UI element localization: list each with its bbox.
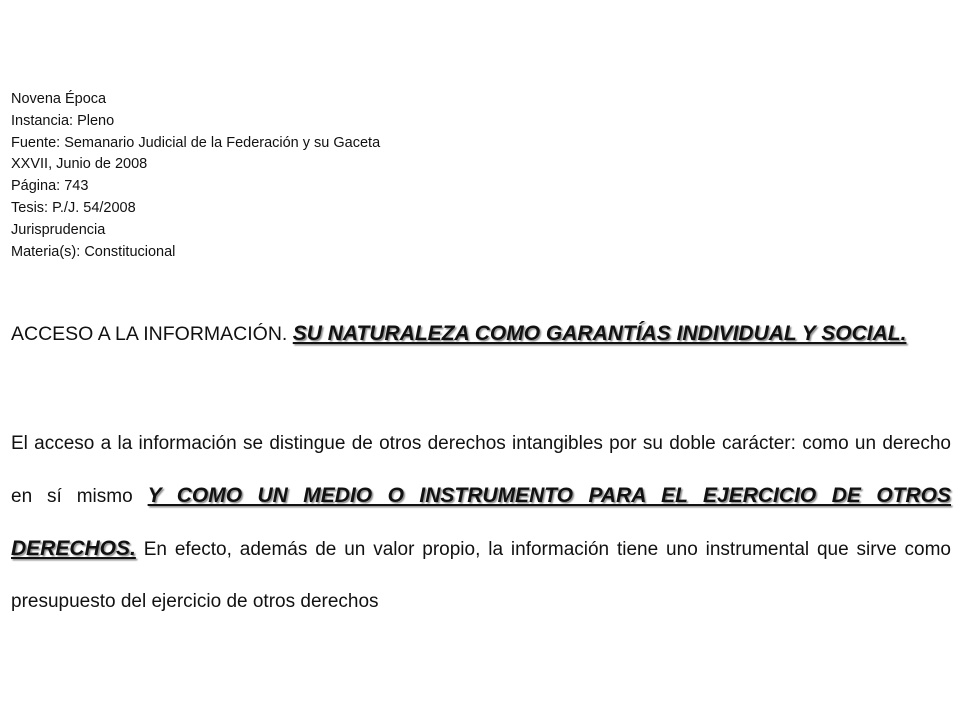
meta-instancia: Instancia: Pleno	[11, 112, 115, 129]
body-emphasis: Y COMO UN MEDIO O INSTRUMENTO PARA EL EJERCICIO DE OTROS DERECHOS.	[11, 484, 951, 560]
heading-emphasis: SU NATURALEZA COMO GARANTÍAS INDIVIDUAL Y SOCIAL.	[292, 322, 907, 345]
thesis-body	[11, 418, 951, 628]
body-part2: En efecto, además de un valor propio, la información tiene uno instrumental que sirve como presupuesto del ejercicio de otros derechos	[11, 539, 952, 612]
meta-tipo: Jurisprudencia	[11, 221, 106, 238]
meta-tesis: Tesis: P./J. 54/2008	[11, 199, 136, 216]
heading-plain: ACCESO A LA INFORMACIÓN.	[11, 323, 288, 345]
meta-volumen: XXVII, Junio de 2008	[11, 156, 148, 173]
body-part1: El acceso a la información se distingue de otros derechos intangibles por su doble carácter: como un derecho en sí mismo	[11, 433, 951, 507]
meta-epoca: Novena Época	[11, 91, 107, 107]
meta-fuente: Fuente: Semanario Judicial de la Federación y su Gaceta	[11, 134, 381, 151]
meta-materia: Materia(s): Constitucional	[11, 243, 176, 260]
meta-pagina: Página: 743	[11, 178, 89, 195]
thesis-heading	[11, 311, 951, 357]
metadata-block	[11, 89, 711, 263]
